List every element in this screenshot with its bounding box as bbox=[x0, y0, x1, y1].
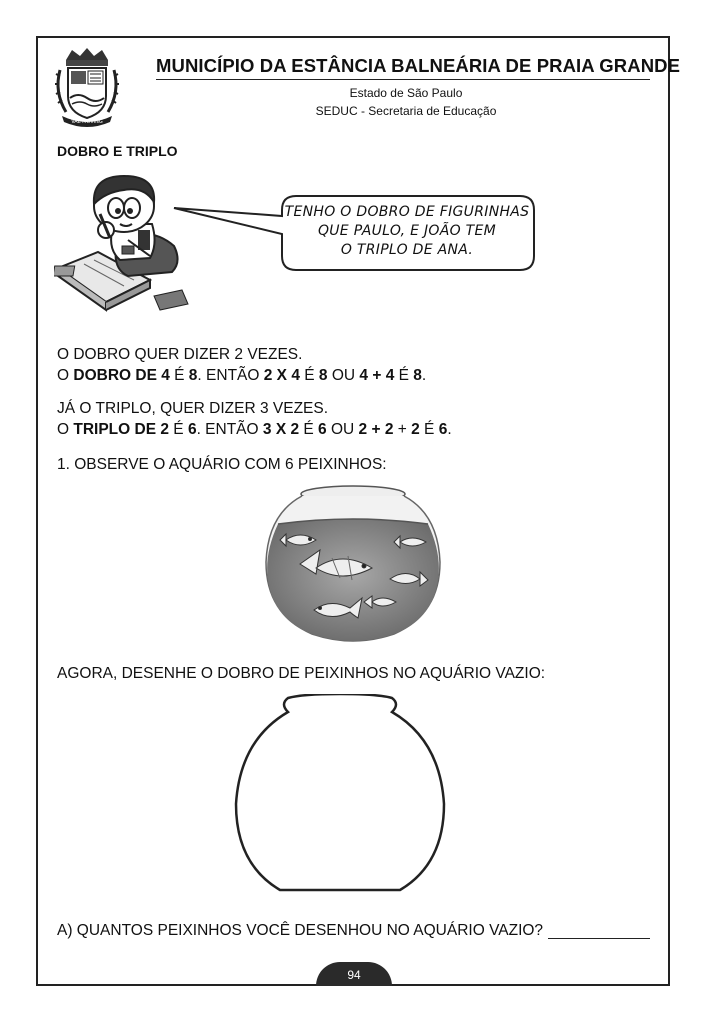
empty-aquarium-drawing-area[interactable] bbox=[230, 694, 450, 900]
triple-example bbox=[57, 421, 452, 439]
bold-fragment: 6 bbox=[187, 421, 197, 438]
text-fragment: O bbox=[57, 367, 74, 384]
question-1: 1. OBSERVE O AQUÁRIO COM 6 PEIXINHOS: bbox=[57, 456, 387, 473]
section-title: DOBRO E TRIPLO bbox=[57, 143, 178, 159]
text-fragment: É bbox=[169, 367, 189, 384]
municipal-crest-icon bbox=[52, 46, 122, 128]
bold-fragment: 8 bbox=[318, 367, 328, 384]
page-title: MUNICÍPIO DA ESTÂNCIA BALNEÁRIA DE PRAIA GRANDE bbox=[156, 55, 681, 76]
bold-fragment: TRIPLO DE 2 bbox=[73, 421, 169, 438]
bold-fragment: 4 + 4 bbox=[359, 367, 395, 384]
page-number: 94 bbox=[347, 968, 361, 982]
bold-fragment: 6 bbox=[438, 421, 448, 438]
bold-fragment: 3 X 2 bbox=[262, 421, 300, 438]
bubble-line-2: QUE PAULO, E JOÃO TEM bbox=[317, 223, 497, 239]
drawing-instruction: AGORA, DESENHE O DOBRO DE PEIXINHOS NO AQUÁRIO VAZIO: bbox=[57, 665, 546, 682]
state-subtitle: Estado de São Paulo bbox=[349, 86, 463, 100]
bold-fragment: 2 bbox=[411, 421, 420, 438]
text-fragment: . ENTÃO bbox=[196, 421, 263, 438]
double-intro: O DOBRO QUER DIZER 2 VEZES. bbox=[57, 346, 303, 363]
bold-fragment: 6 bbox=[318, 421, 327, 438]
aquarium-with-fish-illustration bbox=[262, 484, 444, 644]
text-fragment: É bbox=[299, 367, 319, 384]
text-fragment: + bbox=[393, 421, 412, 438]
text-fragment: É bbox=[394, 367, 414, 384]
text-fragment: É bbox=[419, 421, 439, 438]
text-fragment: É bbox=[168, 421, 188, 438]
bold-fragment: 2 X 4 bbox=[263, 367, 300, 384]
speech-bubble-text bbox=[276, 203, 538, 260]
bubble-line-3: O TRIPLO DE ANA. bbox=[340, 242, 474, 258]
double-example bbox=[57, 367, 426, 385]
triple-intro: JÁ O TRIPLO, QUER DIZER 3 VEZES. bbox=[57, 400, 329, 417]
bold-fragment: 8 bbox=[188, 367, 198, 384]
answer-blank[interactable] bbox=[548, 938, 650, 939]
question-a: A) QUANTOS PEIXINHOS VOCÊ DESENHOU NO AQUÁRIO VAZIO? bbox=[57, 922, 544, 939]
text-fragment: O bbox=[57, 421, 74, 438]
bubble-line-1: TENHO O DOBRO DE FIGURINHAS bbox=[284, 204, 530, 220]
bold-fragment: DOBRO DE 4 bbox=[73, 367, 170, 384]
text-fragment: OU bbox=[326, 421, 359, 438]
bold-fragment: 8 bbox=[413, 367, 422, 384]
crest-motto: VAL MOVING bbox=[71, 119, 103, 125]
department-subtitle: SEDUC - Secretaria de Educação bbox=[315, 104, 497, 118]
bold-fragment: 2 + 2 bbox=[358, 421, 394, 438]
text-fragment: OU bbox=[327, 367, 360, 384]
text-fragment: É bbox=[299, 421, 319, 438]
text-fragment: . bbox=[447, 421, 452, 438]
text-fragment: . ENTÃO bbox=[197, 367, 264, 384]
title-underline bbox=[156, 79, 650, 80]
text-fragment: . bbox=[421, 367, 427, 384]
